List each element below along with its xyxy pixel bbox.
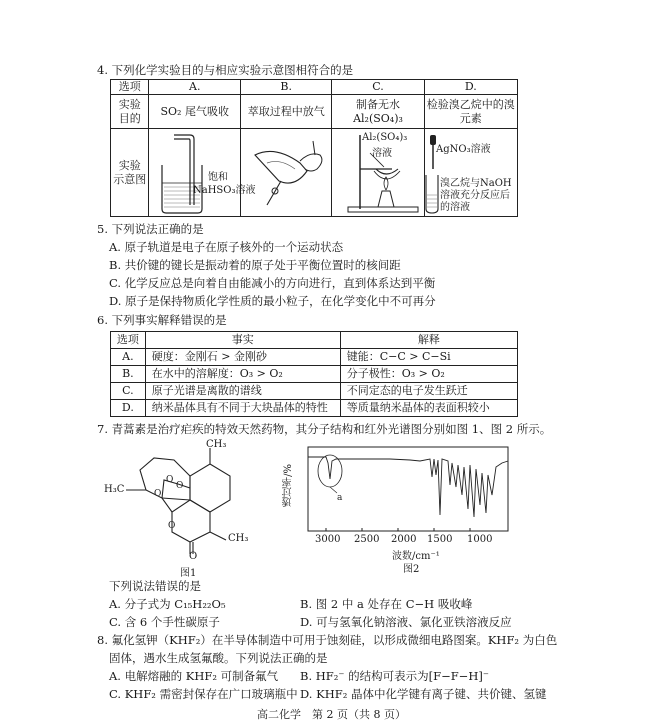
xtick-3000: 3000: [315, 534, 341, 545]
xtick-1500: 1500: [427, 534, 453, 545]
q4-purpose-d: 检验溴乙烷中的溴 元素: [424, 95, 517, 129]
q4-header-option: 选项: [111, 80, 149, 95]
q6-header-option: 选项: [111, 332, 146, 349]
q4-purpose-a: SO₂ 尾气吸收: [149, 95, 241, 129]
peak-a-label: a: [337, 493, 343, 503]
xtick-2000: 2000: [391, 534, 417, 545]
q6-row-option: D.: [111, 400, 146, 417]
q7-sub-stem: 下列说法错误的是: [109, 579, 201, 593]
q6-row-explanation: 不同定态的电子发生跃迁: [340, 383, 517, 400]
figure-1-caption: 图1: [180, 568, 197, 579]
q6-row-fact: 纳米晶体具有不同于大块晶体的特性: [145, 400, 340, 417]
q4-stem: 4. 下列化学实验目的与相应实验示意图相符合的是: [97, 63, 354, 77]
q6-row-fact: 原子光谱是离散的谱线: [145, 383, 340, 400]
svg-text:O: O: [176, 481, 184, 491]
q6-row-option: C.: [111, 383, 146, 400]
q5-option-c: C. 化学反应总是向着自由能减小的方向进行，直到体系达到平衡: [109, 276, 436, 290]
beaker-tube-diagram: [152, 131, 242, 216]
q5-option-a: A. 原子轨道是电子在原子核外的一个运动状态: [109, 240, 344, 254]
q4-d-label-1: AgNO₃溶液: [436, 144, 491, 155]
figure-2-caption: 图2: [403, 564, 420, 575]
q4-row1-label: 实验 目的: [111, 95, 149, 129]
q7-option-c: C. 含 6 个手性碳原子: [109, 615, 220, 629]
q5-stem: 5. 下列说法正确的是: [97, 222, 204, 236]
q4-row2-label: 实验 示意图: [111, 129, 149, 217]
q4-purpose-b: 萃取过程中放气: [241, 95, 332, 129]
q8-stem-line1: 8. 氟化氢钾（KHF₂）在半导体制造中可用于蚀刻硅，以形成微细电路图案。KHF₂ 为白色: [97, 633, 558, 647]
ir-spectrum-chart: [290, 445, 520, 545]
ir-ylabel: 透过率/%: [283, 464, 294, 507]
q6-header-explanation: 解释: [340, 332, 517, 349]
q8-option-c: C. KHF₂ 需密封保存在广口玻璃瓶中: [109, 687, 298, 701]
xtick-2500: 2500: [354, 534, 380, 545]
q8-option-d: D. KHF₂ 晶体中化学键有离子键、共价键、氢键: [300, 687, 547, 701]
q8-option-a: A. 电解熔融的 KHF₂ 可制备氟气: [109, 669, 279, 683]
q6-row-option: A.: [111, 349, 146, 366]
ir-xlabel: 波数/cm⁻¹: [392, 551, 440, 562]
ir-spectrum-line: [308, 457, 508, 517]
ch3-right-label: CH₃: [228, 533, 249, 544]
q4-d-label-3: 溶液充分反应后: [440, 190, 510, 201]
separatory-funnel-diagram: [245, 133, 335, 213]
page-footer: 高二化学 第 2 页（共 8 页）: [257, 708, 406, 721]
q6-row-explanation: 键能：C−C > C−Si: [340, 349, 517, 366]
q7-option-d: D. 可与氢氧化钠溶液、氯化亚铁溶液反应: [300, 615, 512, 629]
svg-text:O: O: [154, 489, 162, 499]
q4-c-label-1: Al₂(SO₄)₃: [362, 132, 408, 143]
q7-stem: 7. 青蒿素是治疗疟疾的特效天然药物，其分子结构和红外光谱图分别如图 1、图 2 所示。: [97, 422, 552, 436]
q6-row-explanation: 等质量纳米晶体的表面积较小: [340, 400, 517, 417]
q6-row-option: B.: [111, 366, 146, 383]
artemisinin-structure: [118, 436, 258, 564]
q5-option-d: D. 原子是保持物质化学性质的最小粒子，在化学变化中不可再分: [109, 294, 436, 308]
q4-a-label-1: 饱和: [208, 172, 228, 183]
q4-a-label-2: NaHSO₃溶液: [193, 185, 256, 196]
q6-row-explanation: 分子极性：O₃ > O₂: [340, 366, 517, 383]
q4-purpose-c: 制备无水 Al₂(SO₄)₃: [332, 95, 424, 129]
q6-stem: 6. 下列事实解释错误的是: [97, 313, 227, 327]
q6-table: [110, 331, 518, 417]
svg-text:O: O: [168, 521, 176, 531]
q6-row-fact: 在水中的溶解度：O₃ > O₂: [145, 366, 340, 383]
h3c-label: H₃C: [104, 484, 125, 495]
carbonyl-o-label: O: [189, 551, 198, 562]
q5-option-b: B. 共价键的键长是振动着的原子处于平衡位置时的核间距: [109, 258, 401, 272]
q6-row-fact: 硬度：金刚石 > 金刚砂: [145, 349, 340, 366]
q8-stem-line2: 固体，遇水生成氢氟酸。下列说法正确的是: [109, 651, 328, 665]
q7-option-b: B. 图 2 中 a 处存在 C−H 吸收峰: [300, 597, 473, 611]
q8-option-b: B. HF₂⁻ 的结构可表示为[F−F−H]⁻: [300, 669, 489, 683]
xtick-1000: 1000: [467, 534, 493, 545]
q7-option-a: A. 分子式为 C₁₅H₂₂O₅: [109, 597, 226, 611]
svg-text:O: O: [166, 475, 174, 485]
q4-c-label-2: 溶液: [372, 148, 392, 159]
ch3-top-label: CH₃: [206, 439, 227, 450]
q4-d-label-2: 溴乙烷与NaOH: [440, 178, 512, 189]
q4-d-label-4: 的溶液: [440, 202, 470, 213]
q6-header-fact: 事实: [145, 332, 340, 349]
q4-header-a: A.: [149, 80, 241, 95]
q4-header-b: B.: [241, 80, 332, 95]
q4-header-d: D.: [424, 80, 517, 95]
q4-header-c: C.: [332, 80, 424, 95]
